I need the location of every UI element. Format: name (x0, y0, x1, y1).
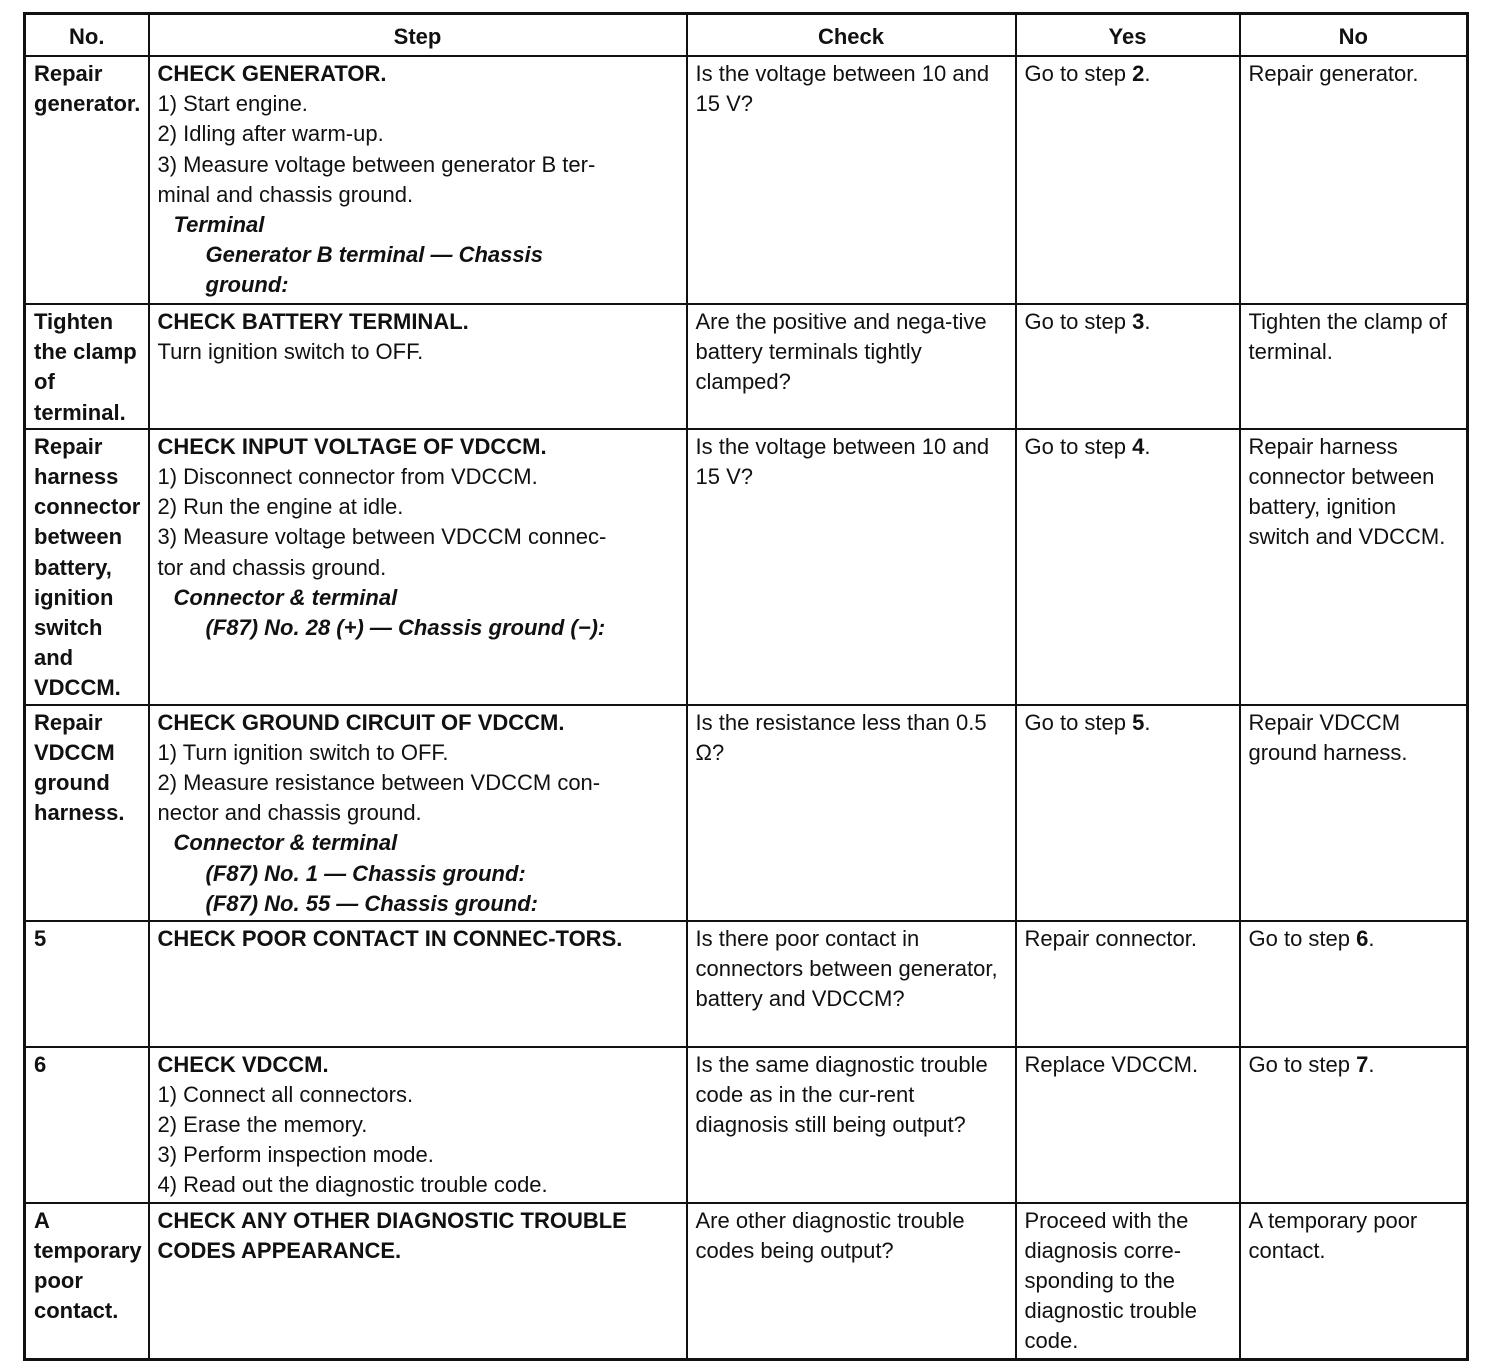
table-row (25, 705, 1468, 921)
step-sub-label: Terminal (173, 212, 265, 238)
step-title: CHECK GENERATOR. (157, 61, 387, 86)
no-step-number: 7 (1356, 1051, 1369, 1077)
step-cell (149, 705, 687, 921)
step-line: 1) Turn ignition switch to OFF. (157, 739, 449, 765)
step-line: 2) Measure resistance between VDCCM con- (157, 770, 601, 796)
check-cell: Is there poor contact in connectors between generator, battery and VDCCM? (687, 921, 1016, 1047)
row-number: Repair generator. (25, 56, 149, 304)
step-title: CHECK VDCCM. (157, 1051, 329, 1077)
step-line: 1) Disconnect connector from VDCCM. (157, 464, 538, 490)
check-cell: Are other diagnostic trouble codes being output? (687, 1203, 1016, 1360)
step-line: 2) Run the engine at idle. (157, 494, 404, 520)
no-cell: Repair generator. (1240, 56, 1468, 304)
step-line: 1) Start engine. (157, 91, 308, 117)
yes-suffix: . (1144, 433, 1151, 459)
no-cell: Repair VDCCM ground harness. (1240, 705, 1468, 921)
row-number: Tighten the clamp of terminal. (25, 304, 149, 429)
step-sub-item: Generator B terminal — Chassis (205, 242, 543, 268)
step-title: CHECK POOR CONTACT IN CONNEC-TORS. (157, 925, 623, 951)
step-line: nector and chassis ground. (157, 800, 422, 826)
yes-step-number: 3 (1132, 309, 1145, 334)
step-title: CHECK BATTERY TERMINAL. (157, 309, 469, 334)
step-sub-item: (F87) No. 1 — Chassis ground: (205, 860, 526, 886)
step-line: tor and chassis ground. (157, 554, 387, 580)
yes-suffix: . (1144, 61, 1151, 86)
yes-cell (1016, 429, 1240, 705)
step-line: 3) Measure voltage between generator B ter- (157, 151, 596, 177)
no-text: Go to step (1248, 925, 1357, 951)
step-title: CHECK ANY OTHER DIAGNOSTIC TROUBLE CODES APPEARANCE. (157, 1207, 627, 1263)
no-cell: Tighten the clamp of terminal. (1240, 304, 1468, 429)
yes-step-number: 4 (1132, 433, 1145, 459)
no-suffix: . (1368, 925, 1375, 951)
check-cell: Is the same diagnostic trouble code as in the cur-rent diagnosis still being output? (687, 1047, 1016, 1203)
diagnostic-procedure-table (23, 12, 1469, 1361)
step-line: 4) Read out the diagnostic trouble code. (157, 1172, 548, 1198)
row-number: 5 (25, 921, 149, 1047)
check-cell: Is the voltage between 10 and 15 V? (687, 429, 1016, 705)
step-line: minal and chassis ground. (157, 181, 414, 207)
header-no: No. (25, 14, 149, 57)
yes-cell: Replace VDCCM. (1016, 1047, 1240, 1203)
table-row (25, 429, 1468, 705)
step-sub-item: ground: (205, 272, 289, 298)
step-title: CHECK GROUND CIRCUIT OF VDCCM. (157, 709, 565, 735)
yes-suffix: . (1144, 709, 1151, 735)
no-text: Go to step (1248, 1051, 1357, 1077)
row-number: A temporary poor contact. (25, 1203, 149, 1360)
yes-cell (1016, 705, 1240, 921)
yes-suffix: . (1144, 309, 1151, 334)
step-cell (149, 56, 687, 304)
header-yes: Yes (1016, 14, 1240, 57)
step-line: 2) Idling after warm-up. (157, 121, 384, 147)
step-cell (149, 1203, 687, 1360)
yes-text: Go to step (1024, 709, 1133, 735)
step-cell (149, 1047, 687, 1203)
no-cell (1240, 1047, 1468, 1203)
yes-cell: Repair connector. (1016, 921, 1240, 1047)
no-step-number: 6 (1356, 925, 1369, 951)
check-cell: Is the resistance less than 0.5 Ω? (687, 705, 1016, 921)
step-line: 3) Perform inspection mode. (157, 1142, 434, 1168)
step-sub-item: (F87) No. 28 (+) — Chassis ground (−): (205, 615, 606, 641)
row-number: 6 (25, 1047, 149, 1203)
check-cell: Is the voltage between 10 and 15 V? (687, 56, 1016, 304)
yes-step-number: 5 (1132, 709, 1145, 735)
step-cell (149, 921, 687, 1047)
step-cell (149, 304, 687, 429)
yes-text: Go to step (1024, 61, 1133, 86)
step-line: 3) Measure voltage between VDCCM connec- (157, 524, 607, 550)
step-sub-item: (F87) No. 55 — Chassis ground: (205, 890, 538, 916)
no-cell (1240, 921, 1468, 1047)
step-line: 1) Connect all connectors. (157, 1081, 414, 1107)
yes-cell (1016, 304, 1240, 429)
no-cell: Repair harness connector between battery, ignition switch and VDCCM. (1240, 429, 1468, 705)
step-line: 2) Erase the memory. (157, 1112, 368, 1138)
row-number: Repair VDCCM ground harness. (25, 705, 149, 921)
step-cell (149, 429, 687, 705)
step-title: CHECK INPUT VOLTAGE OF VDCCM. (157, 433, 547, 459)
header-step: Step (149, 14, 687, 57)
no-suffix: . (1368, 1051, 1375, 1077)
table-row (25, 1047, 1468, 1203)
table-row (25, 56, 1468, 304)
no-cell: A temporary poor contact. (1240, 1203, 1468, 1360)
table-row (25, 1203, 1468, 1360)
header-check: Check (687, 14, 1016, 57)
yes-cell: Proceed with the diagnosis corre-sponding to the diagnostic trouble code. (1016, 1203, 1240, 1360)
header-no-result: No (1240, 14, 1468, 57)
table-row (25, 921, 1468, 1047)
yes-text: Go to step (1024, 433, 1133, 459)
yes-text: Go to step (1024, 309, 1133, 334)
step-sub-label: Connector & terminal (173, 830, 398, 856)
row-number: Repair harness connector between battery, ignition switch and VDCCM. (25, 429, 149, 705)
check-cell: Are the positive and nega-tive battery terminals tightly clamped? (687, 304, 1016, 429)
table-row (25, 304, 1468, 429)
yes-cell (1016, 56, 1240, 304)
step-line: Turn ignition switch to OFF. (157, 339, 424, 365)
yes-step-number: 2 (1132, 61, 1145, 86)
step-sub-label: Connector & terminal (173, 584, 398, 610)
table-header-row (25, 14, 1468, 57)
